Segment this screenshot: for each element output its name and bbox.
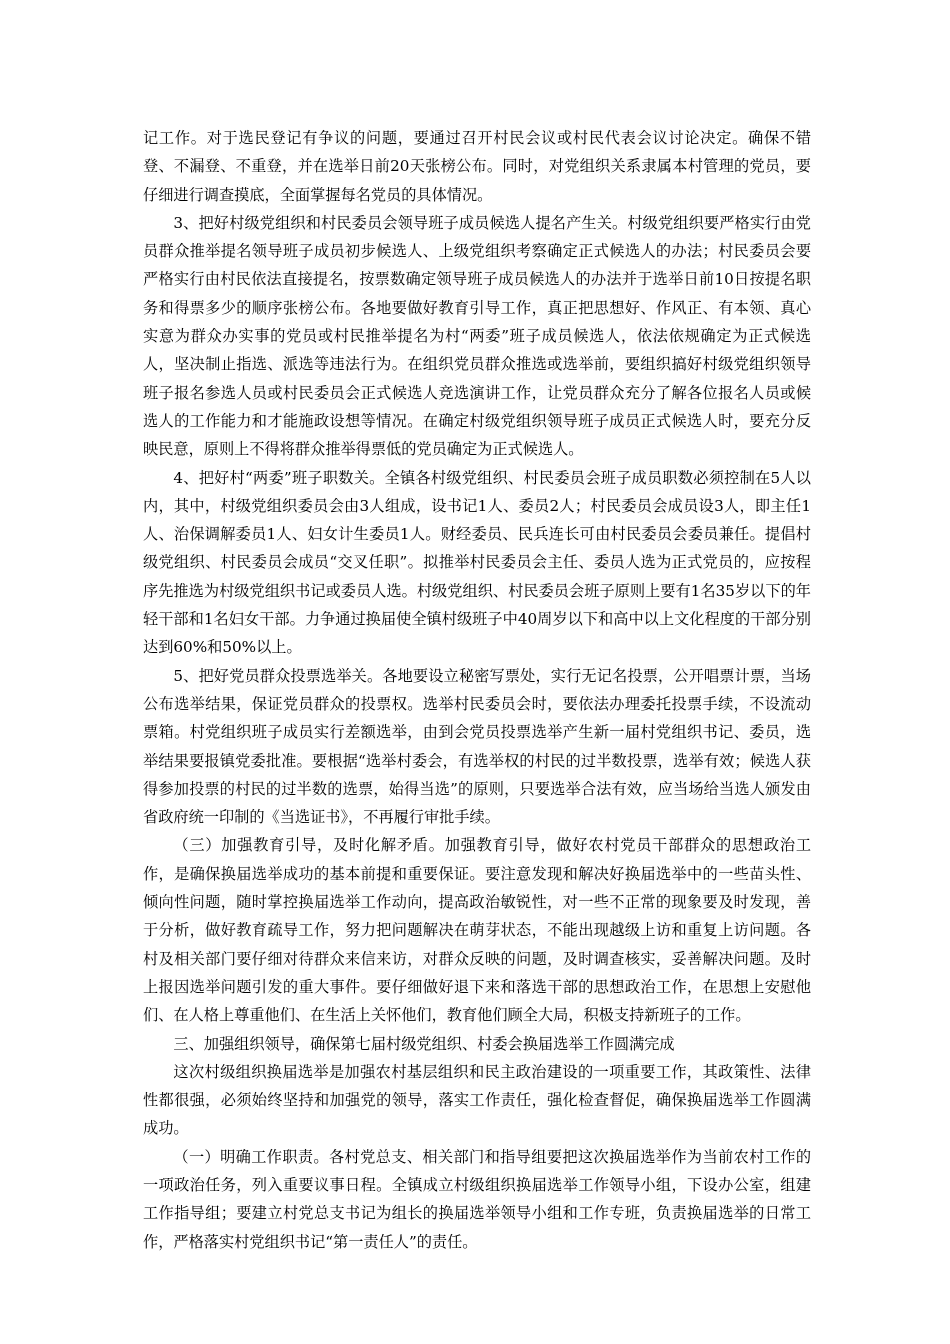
paragraph-voting: 5、把好党员群众投票选举关。各地要设立秘密写票处，实行无记名投票，公开唱票计票，当场公布选举结果，保证党员群众的投票权。选举村民委员会时，要依法办理委托投票手续，不设流动票箱。村党组织班子成员实行差额选举，由到会党员投票选举产生新一届村党组织书记、委员，选举结果要报镇党委批准。要根据“选举村委会，有选举权的村民的过半数投票，选举有效；候选人获得参加投票的村民的过半数的选票，始得当选”的原则，只要选举合法有效，应当场给当选人颁发由省政府统一印制的《当选证书》，不再履行审批手续。: [143, 666, 811, 827]
paragraph-leadership-intro: 这次村级组织换届选举是加强农村基层组织和民主政治建设的一项重要工作，其政策性、法律性都很强，必须始终坚持和加强党的领导，落实工作责任，强化检查督促，确保换届选举工作圆满成功。: [143, 1062, 811, 1138]
section-heading-leadership: 三、加强组织领导，确保第七届村级党组织、村委会换届选举工作圆满完成: [173, 1034, 675, 1053]
paragraph-education-guidance: （三）加强教育引导，及时化解矛盾。加强教育引导，做好农村党员干部群众的思想政治工作，是确保换届选举成功的基本前提和重要保证。要注意发现和解决好换届选举中的一些苗头性、倾向性问题，随时掌控换届选举工作动向，提高政治敏锐性，对一些不正常的现象要及时发现，善于分析，做好教育疏导工作，努力把问题解决在萌芽状态，不能出现越级上访和重复上访问题。各村及相关部门要仔细对待群众来信来访，对群众反映的问题，及时调查核实，妥善解决问题。及时上报因选举问题引发的重大事件。要仔细做好退下来和落选干部的思想政治工作，在思想上安慰他们、在人格上尊重他们、在生活上关怀他们，教育他们顾全大局，积极支持新班子的工作。: [143, 836, 811, 1025]
document-body: [143, 124, 811, 1256]
paragraph-voter-registration: 记工作。对于选民登记有争议的问题，要通过召开村民会议或村民代表会议讨论决定。确保不错登、不漏登、不重登，并在选举日前20天张榜公布。同时，对党组织关系隶属本村管理的党员，要仔细进行调查摸底，全面掌握每名党员的具体情况。: [143, 129, 811, 204]
paragraph-committee-size: 4、把好村“两委”班子职数关。全镇各村级党组织、村民委员会班子成员职数必须控制在5人以内，其中，村级党组织委员会由3人组成，设书记1人、委员2人；村民委员会成员设3人，即主任1人、治保调解委员1人、妇女计生委员1人。财经委员、民兵连长可由村民委员会委员兼任。提倡村级党组织、村民委员会成员“交叉任职”。拟推举村民委员会主任、委员人选为正式党员的，应按程序先推选为村级党组织书记或委员人选。村级党组织、村民委员会班子原则上要有1名35岁以下的年轻干部和1名妇女干部。力争通过换届使全镇村级班子中40周岁以下和高中以上文化程度的干部分别达到60%和50%以上。: [143, 468, 811, 657]
paragraph-responsibilities: （一）明确工作职责。各村党总支、相关部门和指导组要把这次换届选举作为当前农村工作的一项政治任务，列入重要议事日程。全镇成立村级组织换届选举工作领导小组，下设办公室，组建工作指导组；要建立村党总支书记为组长的换届选举领导小组和工作专班，负责换届选举的日常工作，严格落实村党组织书记“第一责任人”的责任。: [143, 1147, 811, 1251]
paragraph-candidate-nomination: 3、把好村级党组织和村民委员会领导班子成员候选人提名产生关。村级党组织要严格实行由党员群众推举提名领导班子成员初步候选人、上级党组织考察确定正式候选人的办法；村民委员会要严格实行由村民依法直接提名，按票数确定领导班子成员候选人的办法并于选举日前10日按提名职务和得票多少的顺序张榜公布。各地要做好教育引导工作，真正把思想好、作风正、有本领、真心实意为群众办实事的党员或村民推举提名为村“两委”班子成员候选人，依法依规确定为正式候选人，坚决制止指选、派选等违法行为。在组织党员群众推选或选举前，要组织搞好村级党组织领导班子报名参选人员或村民委员会正式候选人竞选演讲工作，让党员群众充分了解各位报名人员或候选人的工作能力和才能施政设想等情况。在确定村级党组织领导班子成员正式候选人时，要充分反映民意，原则上不得将群众推举得票低的党员确定为正式候选人。: [143, 213, 811, 459]
